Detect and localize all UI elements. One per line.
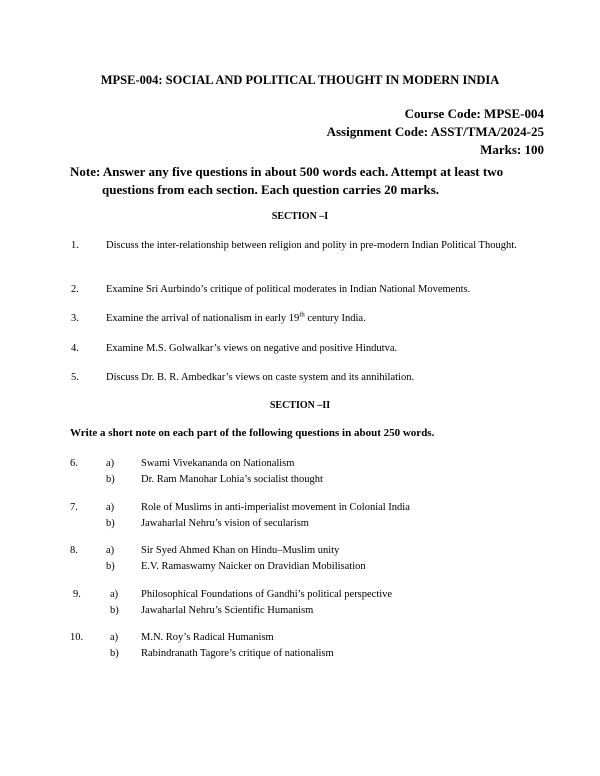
part-label: b) bbox=[106, 518, 115, 529]
question-number: 7. bbox=[70, 502, 78, 513]
part-text: Rabindranath Tagore’s critique of nationalism bbox=[141, 648, 334, 659]
document-title: MPSE-004: SOCIAL AND POLITICAL THOUGHT IN MODERN INDIA bbox=[100, 73, 500, 87]
question-6 bbox=[70, 456, 550, 488]
question-text: Discuss the inter-relationship between religion and polity in pre-modern Indian Political Thought. bbox=[106, 240, 517, 251]
question-7 bbox=[70, 500, 550, 532]
part-text: Jawaharlal Nehru’s Scientific Humanism bbox=[141, 605, 314, 616]
part-text: Dr. Ram Manohar Lohia’s socialist thought bbox=[141, 474, 323, 485]
question-text bbox=[106, 311, 546, 326]
document-meta bbox=[327, 105, 544, 159]
part-text: Sir Syed Ahmed Khan on Hindu–Muslim unity bbox=[141, 545, 340, 556]
part-text: Role of Muslims in anti-imperialist movement in Colonial India bbox=[141, 502, 410, 513]
part-text: E.V. Ramaswamy Naicker on Dravidian Mobilisation bbox=[141, 561, 366, 572]
question-number: 5. bbox=[71, 372, 79, 383]
question-8 bbox=[70, 543, 550, 575]
question-number: 8. bbox=[70, 545, 78, 556]
part-label: b) bbox=[106, 561, 115, 572]
instructions-note: Note: Answer any five questions in about 500 words each. Attempt at least two questions from each section. Each question carries 20 marks. bbox=[70, 164, 504, 197]
part-text: M.N. Roy’s Radical Humanism bbox=[141, 632, 274, 643]
question-10 bbox=[70, 630, 550, 662]
question-number: 9. bbox=[73, 589, 81, 600]
course-code: Course Code: MPSE-004 bbox=[404, 106, 544, 121]
question-text-part: century India. bbox=[304, 313, 366, 324]
part-label: a) bbox=[106, 458, 115, 469]
question-text: Examine Sri Aurbindo’s critique of political moderates in Indian National Movements. bbox=[106, 284, 471, 295]
question-9 bbox=[73, 587, 553, 619]
question-number: 4. bbox=[71, 343, 79, 354]
question-number: 10. bbox=[70, 632, 84, 643]
question-text: Discuss Dr. B. R. Ambedkar’s views on caste system and its annihilation. bbox=[106, 372, 415, 383]
assignment-code: Assignment Code: ASST/TMA/2024-25 bbox=[326, 124, 544, 139]
part-label: a) bbox=[110, 632, 119, 643]
section-2-heading: SECTION –II bbox=[269, 400, 331, 411]
question-text: Examine M.S. Golwalkar’s views on negative and positive Hindutva. bbox=[106, 343, 398, 354]
question-number: 1. bbox=[71, 240, 79, 251]
question-number: 3. bbox=[71, 313, 79, 324]
part-text: Swami Vivekananda on Nationalism bbox=[141, 458, 295, 469]
part-label: a) bbox=[110, 589, 119, 600]
section-2-instruction: Write a short note on each part of the following questions in about 250 words. bbox=[70, 427, 435, 439]
part-label: a) bbox=[106, 502, 115, 513]
part-label: b) bbox=[106, 474, 115, 485]
section-1-heading: SECTION –I bbox=[271, 211, 329, 222]
question-number: 6. bbox=[70, 458, 78, 469]
part-text: Philosophical Foundations of Gandhi’s political perspective bbox=[141, 589, 393, 600]
superscript: th bbox=[299, 310, 305, 319]
part-label: a) bbox=[106, 545, 115, 556]
part-text: Jawaharlal Nehru’s vision of secularism bbox=[141, 518, 309, 529]
part-label: b) bbox=[110, 605, 119, 616]
question-number: 2. bbox=[71, 284, 79, 295]
question-text-part: Examine the arrival of nationalism in early 19 bbox=[106, 313, 300, 324]
part-label: b) bbox=[110, 648, 119, 659]
marks: Marks: 100 bbox=[480, 142, 544, 157]
